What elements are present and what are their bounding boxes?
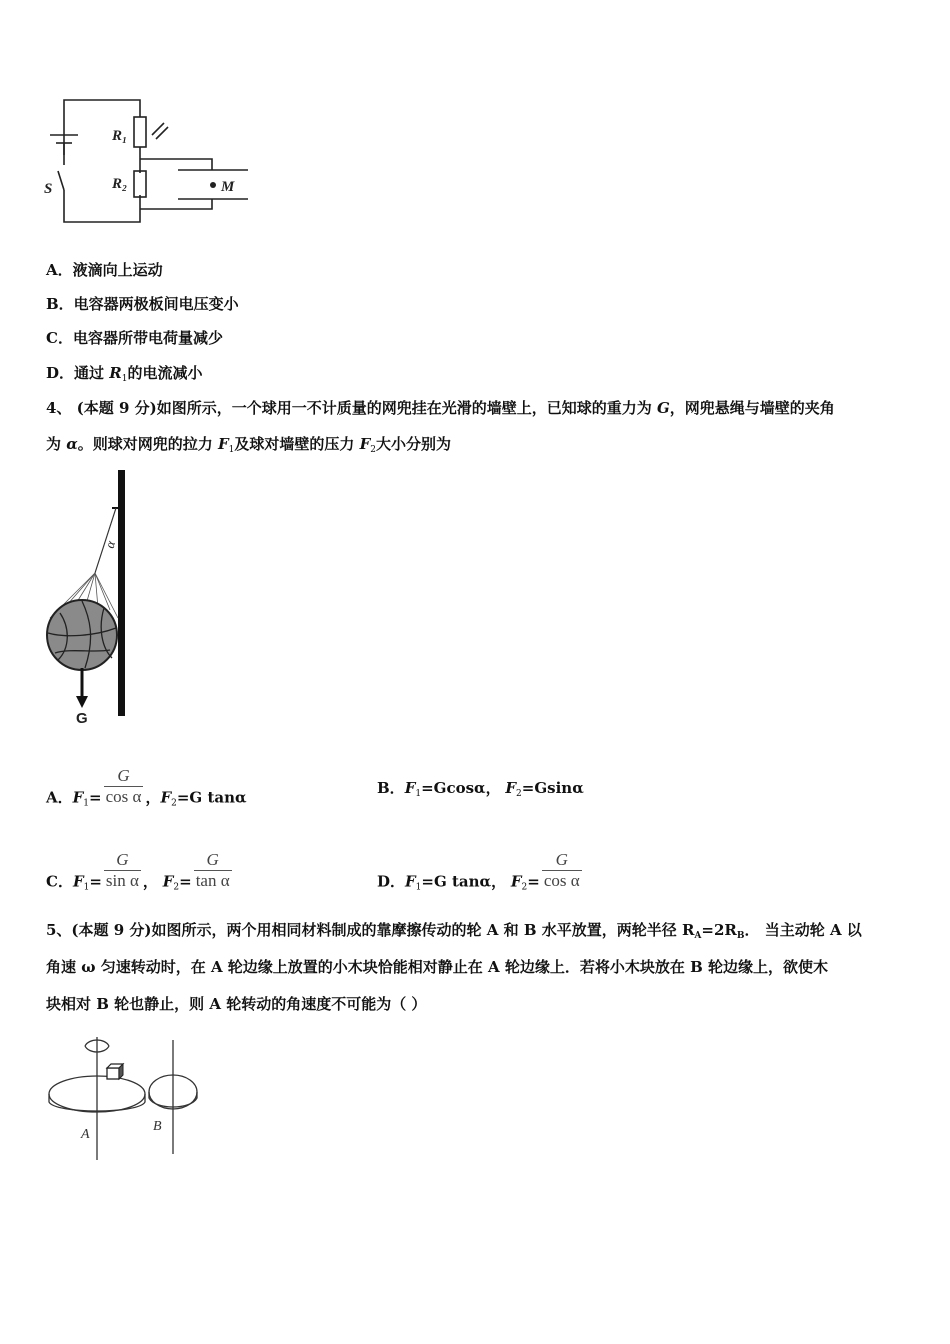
q5-stem-line3: 块相对 B 轮也静止，则 A 轮转动的角速度不可能为（ ） [46, 995, 427, 1013]
q3-option-c: C．电容器所带电荷量减少 [46, 329, 223, 347]
point-m-dot [210, 182, 216, 188]
alpha-label: α [101, 539, 119, 550]
circuit-diagram [40, 95, 260, 230]
q4-stem-line1: 4、 (本题 9 分)如图所示，一个球用一不计质量的网兜挂在光滑的墙壁上，已知球的重力为 G，网兜悬绳与墙壁的夹角 [46, 399, 835, 417]
q4-option-c: C．$F_1=$ $\frac{G}{\text{sin α}}$ ， $F_2=$ $\frac{G}{\text{tan α}}$ [46, 850, 230, 893]
fraction: $\frac{G}{\text{tan α}}$ [195, 850, 230, 890]
ball-net-figure [40, 468, 150, 728]
q4-option-b: B．$F_1=Gcos\alpha$， $F_2=Gsin\alpha$ [377, 779, 584, 799]
q4-option-a: A．$F_1=$ $\frac{G}{\text{cos α}}$ ，$F_2=G$ tanα [46, 766, 247, 809]
wheel-b-label: B [153, 1119, 162, 1134]
q5-stem-line1: 5、(本题 9 分)如图所示，两个用相同材料制成的靠摩擦传动的轮 A 和 B 水平放置，两轮半径 $R_A=2R_B$． 当主动轮 A 以 [46, 921, 862, 941]
q3-option-b: B．电容器两极板间电压变小 [46, 295, 239, 313]
fraction: $\frac{G}{\text{cos α}}$ [543, 850, 580, 890]
fraction: $\frac{G}{\text{sin α}}$ [105, 850, 139, 890]
q3-option-d: D．通过 $R_1$的电流减小 [46, 364, 203, 384]
fraction: $\frac{G}{\text{cos α}}$ [105, 766, 142, 806]
q4-option-d: D．$F_1=G$ tanα， $F_2=$ $\frac{G}{\text{cos α}}$ [377, 850, 580, 893]
q5-stem-line2: 角速 ω 匀速转动时，在 A 轮边缘上放置的小木块恰能相对静止在 A 轮边缘上．若将小木块放在 B 轮边缘上，欲使木 [46, 958, 829, 976]
gravity-label: G [76, 710, 88, 727]
q4-stem-line2: 为 α。则球对网兜的拉力 $F_1$及球对墙壁的压力 $F_2$大小分别为 [46, 435, 452, 455]
wheels-figure [45, 1032, 210, 1167]
wood-block [107, 1064, 123, 1079]
q3-option-a: A．液滴向上运动 [46, 261, 163, 279]
label-r2: R₂ [112, 176, 128, 192]
label-m: M [221, 179, 235, 195]
label-s: S [44, 181, 53, 197]
wheel-a-label: A [81, 1127, 90, 1142]
label-r1: R₁ [112, 128, 128, 144]
